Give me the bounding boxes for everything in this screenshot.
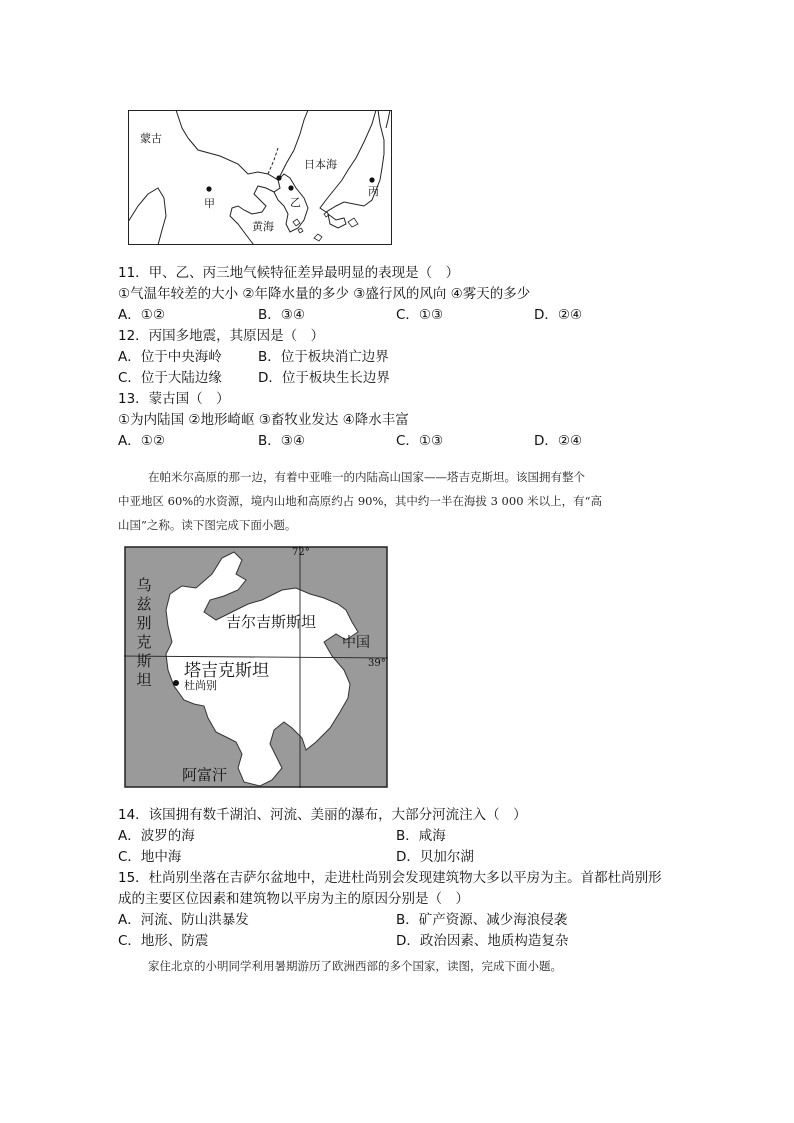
question-14-option-d[interactable]: D．贝加尔湖 (396, 849, 474, 865)
map2-label-tajikistan: 塔吉克斯坦 (184, 661, 269, 681)
question-11-option-b[interactable]: B．③④ (258, 307, 305, 323)
map2-label-latitude: 39° (368, 658, 386, 669)
question-11-option-c[interactable]: C．①③ (396, 307, 444, 323)
question-15-stem-line-2: 成的主要区位因素和建筑物以平房为主的原因分别是（ ） (118, 891, 469, 907)
question-13-option-a[interactable]: A．①② (118, 433, 165, 449)
map2-label-afghanistan: 阿富汗 (182, 766, 228, 784)
question-12-stem: 12．丙国多地震，其原因是（ ） (118, 328, 325, 344)
passage-tajikistan-line-1: 在帕米尔高原的那一边，有着中亚唯一的内陆高山国家——塔吉克斯坦。该国拥有整个 (148, 470, 585, 484)
question-13-items: ①为内陆国 ②地形崎岖 ③畜牧业发达 ④降水丰富 (118, 412, 409, 428)
question-13-option-b[interactable]: B．③④ (258, 433, 305, 449)
dushanbe-marker (173, 680, 179, 686)
map1-label-yi: 乙 (290, 196, 301, 209)
question-11-stem: 11．甲、乙、丙三地气候特征差异最明显的表现是（ ） (118, 265, 460, 281)
question-14-option-c[interactable]: C．地中海 (118, 849, 182, 865)
map2-label-uzbekistan-char: 坦 (136, 671, 152, 689)
map2-label-uzbekistan-char: 乌 (136, 576, 152, 594)
east-asia-map (128, 110, 392, 245)
question-14-option-a[interactable]: A．波罗的海 (118, 828, 195, 844)
question-15-option-c[interactable]: C．地形、防震 (118, 933, 209, 949)
map2-label-kyrgyzstan: 吉尔吉斯斯坦 (226, 613, 317, 631)
question-11-items: ①气温年较差的大小 ②年降水量的多少 ③盛行风的风向 ④雾天的多少 (118, 286, 531, 302)
question-13-stem: 13．蒙古国（ ） (118, 391, 230, 407)
point-yi-marker-2 (288, 185, 293, 190)
map1-label-bing: 丙 (368, 185, 379, 198)
map2-label-uzbekistan-char: 兹 (136, 595, 152, 613)
passage-tajikistan-line-3: 山国”之称。读下图完成下面小题。 (118, 518, 297, 532)
map1-label-jia: 甲 (204, 197, 215, 210)
map1-label-sea-of-japan: 日本海 (304, 158, 337, 171)
passage-tajikistan-line-2: 中亚地区 60%的水资源，境内山地和高原约占 90%，其中约一半在海拔 3 000 米以上，有“高 (118, 494, 603, 508)
map2-label-china: 中国 (342, 635, 370, 651)
question-15-stem-line-1: 15．杜尚别坐落在吉萨尔盆地中，走进杜尚别会发现建筑物大多以平房为主。首都杜尚别形 (118, 870, 662, 886)
point-yi-marker-1 (276, 175, 281, 180)
question-13-option-d[interactable]: D．②④ (534, 433, 583, 449)
question-14-option-b[interactable]: B．咸海 (396, 828, 446, 844)
question-12-option-d[interactable]: D．位于板块生长边界 (258, 370, 390, 386)
tajikistan-map (124, 546, 388, 788)
question-15-option-a[interactable]: A．河流、防山洪暴发 (118, 912, 249, 928)
passage-europe-intro: 家住北京的小明同学利用暑期游历了欧洲西部的多个国家，读图，完成下面小题。 (148, 959, 562, 973)
question-12-option-c[interactable]: C．位于大陆边缘 (118, 370, 222, 386)
question-15-option-d[interactable]: D．政治因素、地质构造复杂 (396, 933, 569, 949)
map2-label-dushanbe: 杜尚别 (184, 679, 217, 692)
map1-label-mongolia: 蒙古 (140, 132, 162, 145)
map2-label-uzbekistan-char: 别 (136, 614, 152, 632)
map2-label-longitude: 72° (292, 547, 310, 558)
question-12-option-a[interactable]: A．位于中央海岭 (118, 349, 222, 365)
map2-label-uzbekistan (136, 576, 152, 690)
map1-label-yellow-sea: 黄海 (252, 220, 274, 233)
question-14-stem: 14．该国拥有数千湖泊、河流、美丽的瀑布，大部分河流注入（ ） (118, 807, 527, 823)
map2-label-uzbekistan-char: 克 (136, 633, 152, 651)
map2-label-uzbekistan-char: 斯 (136, 652, 152, 670)
question-13-option-c[interactable]: C．①③ (396, 433, 444, 449)
question-15-option-b[interactable]: B．矿产资源、减少海浪侵袭 (396, 912, 568, 928)
question-11-option-d[interactable]: D．②④ (534, 307, 583, 323)
point-bing-marker (369, 177, 374, 182)
point-jia-marker (206, 186, 211, 191)
question-11-option-a[interactable]: A．①② (118, 307, 165, 323)
question-12-option-b[interactable]: B．位于板块消亡边界 (258, 349, 389, 365)
